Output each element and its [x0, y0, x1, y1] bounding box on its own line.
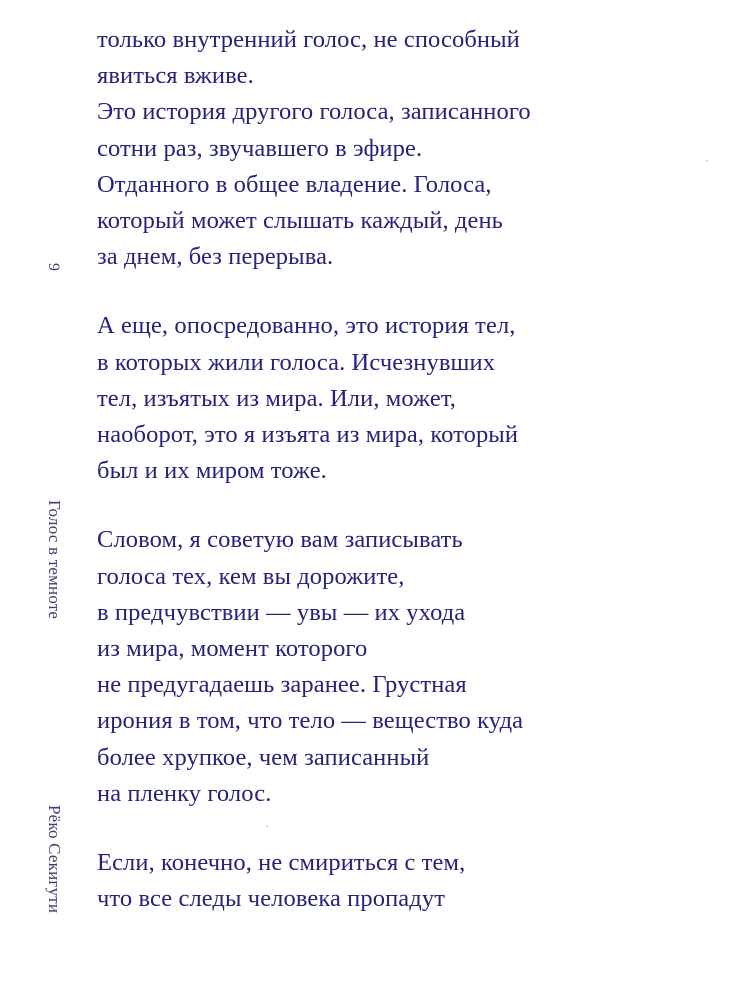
paragraph-1 [97, 22, 717, 275]
text-line: на пленку голос. [97, 779, 272, 807]
text-line: что все следы человека пропадут [97, 885, 446, 913]
text-line: Словом, я советую вам записывать [97, 526, 463, 554]
running-author-text: Рёко Секигути [45, 805, 64, 914]
text-line: за днем, без перерыва. [97, 243, 334, 271]
text-line: Это история другого голоса, записанного [97, 98, 531, 126]
text-line: в предчувствии — увы — их ухода [97, 598, 466, 626]
running-author [44, 805, 74, 918]
text-line: из мира, момент которого [97, 635, 368, 663]
text-line: наоборот, это я изъята из мира, который [97, 421, 519, 449]
text-line: А еще, опосредованно, это история тел, [97, 312, 516, 340]
page-number-text: 9 [45, 262, 62, 271]
text-line: явиться вживе. [97, 62, 254, 90]
text-line: только внутренний голос, не способный [97, 26, 520, 53]
paragraph-4 [97, 845, 717, 917]
running-title-text: Голос в темноте [45, 500, 64, 620]
text-line: не предугадаешь заранее. Грустная [97, 671, 467, 699]
text-line: Если, конечно, не смириться с тем, [97, 849, 466, 877]
text-line: был и их миром тоже. [97, 457, 327, 485]
text-line: ирония в том, что тело — вещество куда [97, 707, 524, 735]
paragraph-2 [97, 308, 717, 489]
text-line: более хрупкое, чем записанный [97, 743, 430, 771]
text-line: Отданного в общее владение. Голоса, [97, 170, 492, 198]
text-line: сотни раз, звучавшего в эфире. [97, 134, 423, 162]
page-number [44, 258, 74, 276]
text-line: голоса тех, кем вы дорожите, [97, 562, 405, 590]
text-line: в которых жили голоса. Исчезнувших [97, 348, 496, 376]
text-line: тел, изъятых из мира. Или, может, [97, 384, 457, 412]
text-line: который может слышать каждый, день [97, 207, 503, 235]
body-text [97, 22, 717, 950]
running-title [44, 500, 74, 624]
paragraph-3 [97, 522, 717, 812]
